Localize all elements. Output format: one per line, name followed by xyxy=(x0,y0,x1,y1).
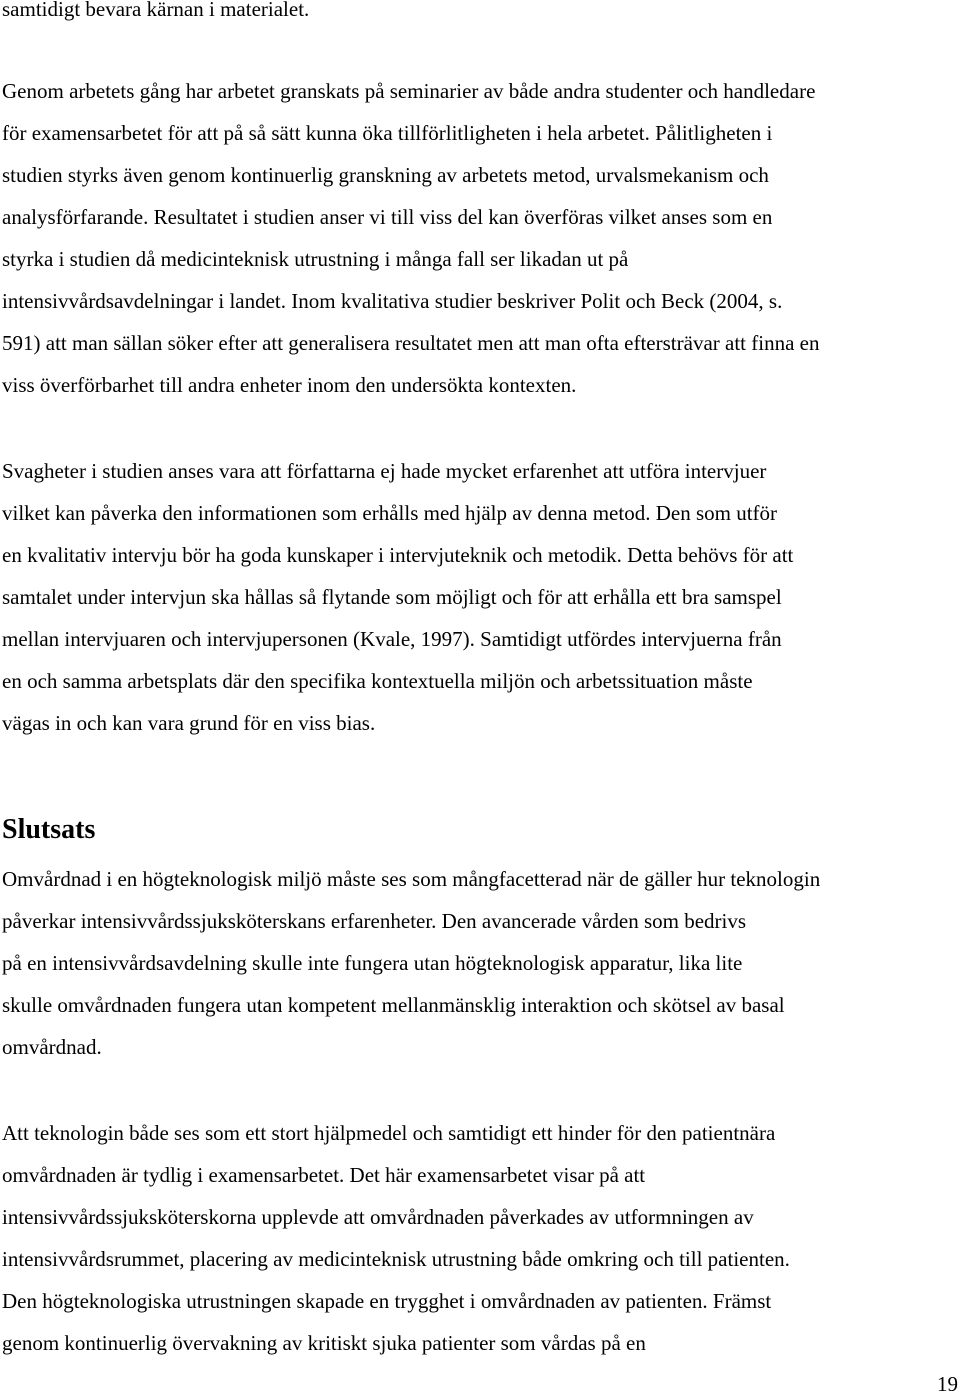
text-line: Svagheter i studien anses vara att författarna ej hade mycket erfarenhet att utföra intervjuer xyxy=(2,459,767,483)
text-line: vägas in och kan vara grund för en viss bias. xyxy=(2,711,376,735)
text-line: på en intensivvårdsavdelning skulle inte fungera utan högteknologisk apparatur, lika lite xyxy=(2,951,743,975)
text-line: analysförfarande. Resultatet i studien anser vi till viss del kan överföras vilket anses som en xyxy=(2,205,773,229)
text-line: studien styrks även genom kontinuerlig granskning av arbetets metod, urvalsmekanism och xyxy=(2,163,769,187)
text-line: intensivvårdsavdelningar i landet. Inom kvalitativa studier beskriver Polit och Beck (2004, s. xyxy=(2,289,783,313)
section-heading: Slutsats xyxy=(2,814,96,845)
text-line: påverkar intensivvårdssjuksköterskans erfarenheter. Den avancerade vården som bedrivs xyxy=(2,909,747,933)
text-line: 591) att man sällan söker efter att generalisera resultatet men att man ofta eftersträvar att finna en xyxy=(2,331,820,355)
text-line: Den högteknologiska utrustningen skapade en trygghet i omvårdnaden av patienten. Främst xyxy=(2,1289,772,1313)
text-line: vilket kan påverka den informationen som erhålls med hjälp av denna metod. Den som utför xyxy=(2,501,778,525)
text-line: omvårdnad. xyxy=(2,1035,102,1059)
text-line: samtalet under intervjun ska hållas så flytande som möjligt och för att erhålla ett bra samspel xyxy=(2,585,782,609)
text-line: för examensarbetet för att på så sätt kunna öka tillförlitligheten i hela arbetet. Pålitligheten i xyxy=(2,121,773,145)
text-line: omvårdnaden är tydlig i examensarbetet. Det här examensarbetet visar på att xyxy=(2,1163,646,1187)
text-line: skulle omvårdnaden fungera utan kompetent mellanmänsklig interaktion och skötsel av basal xyxy=(2,993,785,1017)
text-line: Omvårdnad i en högteknologisk miljö måste ses som mångfacetterad när de gäller hur teknologin xyxy=(2,867,821,891)
text-line: intensivvårdsrummet, placering av medicinteknisk utrustning både omkring och till patienten. xyxy=(2,1247,790,1271)
text-line: samtidigt bevara kärnan i materialet. xyxy=(2,0,310,21)
text-line: Genom arbetets gång har arbetet granskats på seminarier av både andra studenter och handledare xyxy=(2,79,816,103)
text-line: intensivvårdssjuksköterskorna upplevde att omvårdnaden påverkades av utformningen av xyxy=(2,1205,754,1229)
text-line: viss överförbarhet till andra enheter inom den undersökta kontexten. xyxy=(2,373,577,397)
text-line: mellan intervjuaren och intervjupersonen (Kvale, 1997). Samtidigt utfördes intervjuerna från xyxy=(2,627,782,651)
text-line: styrka i studien då medicinteknisk utrustning i många fall ser likadan ut på xyxy=(2,247,629,271)
text-line: genom kontinuerlig övervakning av kritiskt sjuka patienter som vårdas på en xyxy=(2,1331,646,1355)
page-number: 19 xyxy=(937,1372,958,1396)
text-line: en och samma arbetsplats där den specifika kontextuella miljön och arbetssituation måste xyxy=(2,669,753,693)
text-line: Att teknologin både ses som ett stort hjälpmedel och samtidigt ett hinder för den patientnära xyxy=(2,1121,776,1145)
text-line: en kvalitativ intervju bör ha goda kunskaper i intervjuteknik och metodik. Detta behövs för att xyxy=(2,543,794,567)
